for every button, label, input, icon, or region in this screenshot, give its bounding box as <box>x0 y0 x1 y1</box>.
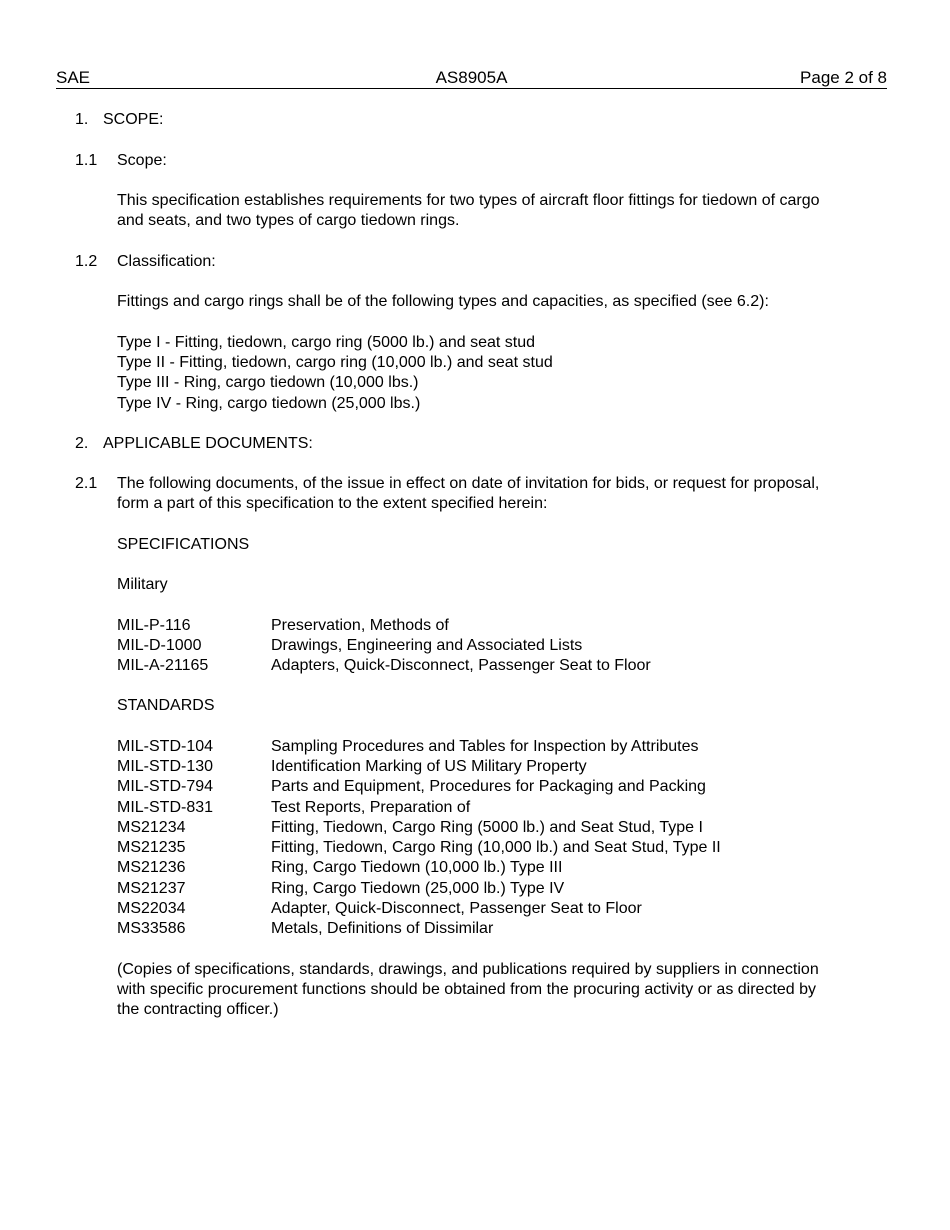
military-heading: Military <box>117 576 168 593</box>
procurement-note-line: with specific procurement functions should be obtained from the procuring activity or as directed by <box>117 981 817 998</box>
type-item: Type I - Fitting, tiedown, cargo ring (5000 lb.) and seat stud <box>117 334 535 351</box>
section-2-title: APPLICABLE DOCUMENTS: <box>103 435 313 452</box>
spec-title: Adapters, Quick-Disconnect, Passenger Seat to Floor <box>271 657 651 674</box>
header-organization: SAE <box>56 68 91 87</box>
section-1-1-number: 1.1 <box>75 152 98 169</box>
standard-code: MS33586 <box>117 920 186 937</box>
specifications-heading: SPECIFICATIONS <box>117 536 250 553</box>
section-2-1-text-line: The following documents, of the issue in effect on date of invitation for bids, or request for proposal, <box>117 475 820 492</box>
section-2-1-text-line: form a part of this specification to the extent specified herein: <box>117 495 548 512</box>
standard-title: Metals, Definitions of Dissimilar <box>271 920 494 937</box>
standard-title: Sampling Procedures and Tables for Inspection by Attributes <box>271 738 699 755</box>
section-2-1-number: 2.1 <box>75 475 98 492</box>
spec-title: Preservation, Methods of <box>271 617 449 634</box>
page-header <box>56 68 887 89</box>
standard-title: Ring, Cargo Tiedown (10,000 lb.) Type III <box>271 859 563 876</box>
standard-code: MIL-STD-794 <box>117 778 214 795</box>
section-2-number: 2. <box>75 435 89 452</box>
type-item: Type III - Ring, cargo tiedown (10,000 lbs.) <box>117 374 419 391</box>
section-1-1-text-line: This specification establishes requirements for two types of aircraft floor fittings for tiedown of cargo <box>117 192 820 209</box>
section-1-1-title: Scope: <box>117 152 167 169</box>
standard-code: MS21235 <box>117 839 186 856</box>
standard-title: Adapter, Quick-Disconnect, Passenger Seat to Floor <box>271 900 642 917</box>
standards-heading: STANDARDS <box>117 697 215 714</box>
spec-code: MIL-D-1000 <box>117 637 202 654</box>
type-item: Type IV - Ring, cargo tiedown (25,000 lbs.) <box>117 395 421 412</box>
standard-code: MS21234 <box>117 819 186 836</box>
spec-code: MIL-A-21165 <box>117 657 209 674</box>
standard-title: Parts and Equipment, Procedures for Packaging and Packing <box>271 778 706 795</box>
standard-code: MIL-STD-130 <box>117 758 214 775</box>
standard-title: Identification Marking of US Military Property <box>271 758 587 775</box>
header-page-number: Page 2 of 8 <box>800 68 887 87</box>
standard-code: MS21237 <box>117 880 186 897</box>
section-1-title: SCOPE: <box>103 111 164 128</box>
section-1-number: 1. <box>75 111 89 128</box>
standard-title: Fitting, Tiedown, Cargo Ring (5000 lb.) and Seat Stud, Type I <box>271 819 703 836</box>
standard-code: MIL-STD-104 <box>117 738 214 755</box>
standard-title: Fitting, Tiedown, Cargo Ring (10,000 lb.) and Seat Stud, Type II <box>271 839 721 856</box>
standard-code: MIL-STD-831 <box>117 799 214 816</box>
standard-title: Test Reports, Preparation of <box>271 799 471 816</box>
classification-intro: Fittings and cargo rings shall be of the following types and capacities, as specified (see 6.2): <box>117 293 769 310</box>
section-1-1-text-line: and seats, and two types of cargo tiedown rings. <box>117 212 460 229</box>
procurement-note-line: (Copies of specifications, standards, drawings, and publications required by suppliers in connection <box>117 961 819 978</box>
standard-code: MS21236 <box>117 859 186 876</box>
spec-title: Drawings, Engineering and Associated Lists <box>271 637 583 654</box>
header-document-number: AS8905A <box>435 68 508 87</box>
spec-code: MIL-P-116 <box>117 617 191 634</box>
section-1-2-title: Classification: <box>117 253 216 270</box>
standard-code: MS22034 <box>117 900 186 917</box>
standard-title: Ring, Cargo Tiedown (25,000 lb.) Type IV <box>271 880 565 897</box>
type-item: Type II - Fitting, tiedown, cargo ring (10,000 lb.) and seat stud <box>117 354 553 371</box>
procurement-note-line: the contracting officer.) <box>117 1001 279 1018</box>
section-1-2-number: 1.2 <box>75 253 98 270</box>
